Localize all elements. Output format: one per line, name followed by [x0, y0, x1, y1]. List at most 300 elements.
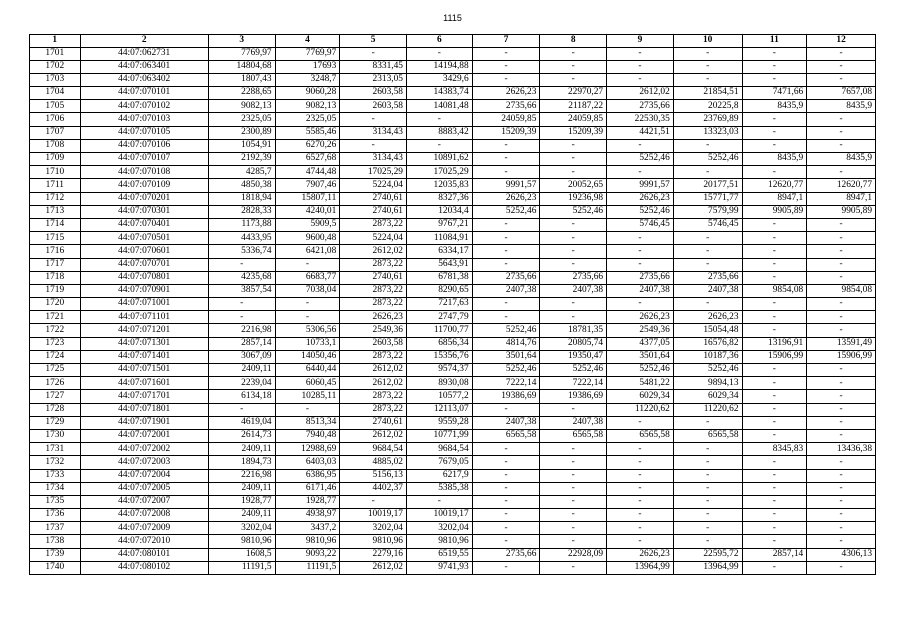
value-cell: 9894,13 — [673, 377, 742, 390]
value-cell: 4240,01 — [275, 205, 340, 218]
value-cell: - — [742, 469, 807, 482]
value-cell: - — [607, 522, 674, 535]
value-cell: 22530,35 — [607, 113, 674, 126]
value-cell: 6029,34 — [673, 390, 742, 403]
value-cell: - — [275, 298, 340, 311]
value-cell: - — [742, 390, 807, 403]
value-cell: - — [540, 245, 607, 258]
value-cell: - — [540, 73, 607, 86]
row-number-cell: 1721 — [30, 311, 81, 324]
value-cell: 16576,82 — [673, 337, 742, 350]
value-cell: - — [807, 139, 876, 152]
table-row — [30, 113, 876, 126]
cadastral-code-cell: 44:07:071701 — [80, 390, 208, 403]
value-cell: 11220,62 — [607, 403, 674, 416]
table-row — [30, 245, 876, 258]
value-cell: 13323,03 — [673, 126, 742, 139]
value-cell: - — [742, 218, 807, 231]
value-cell: 5252,46 — [607, 153, 674, 166]
value-cell: - — [807, 73, 876, 86]
column-header-1: 1 — [30, 35, 81, 48]
value-cell: - — [673, 535, 742, 548]
cadastral-code-cell: 44:07:072005 — [80, 482, 208, 495]
value-cell: - — [540, 456, 607, 469]
value-cell: 15209,39 — [540, 126, 607, 139]
value-cell: 11191,5 — [275, 561, 340, 574]
table-row — [30, 403, 876, 416]
value-cell: 12035,83 — [406, 179, 472, 192]
value-cell: 4433,95 — [208, 232, 275, 245]
value-cell: - — [540, 443, 607, 456]
value-cell: 5156,13 — [340, 469, 407, 482]
value-cell: - — [607, 298, 674, 311]
value-cell: 2626,23 — [607, 311, 674, 324]
row-number-cell: 1722 — [30, 324, 81, 337]
value-cell: 3134,43 — [340, 153, 407, 166]
row-number-cell: 1704 — [30, 87, 81, 100]
value-cell: 2612,02 — [340, 364, 407, 377]
value-cell: - — [472, 166, 540, 179]
value-cell: 15054,48 — [673, 324, 742, 337]
value-cell: 7222,14 — [472, 377, 540, 390]
value-cell: 13591,49 — [807, 337, 876, 350]
value-cell: - — [472, 443, 540, 456]
cadastral-code-cell: 44:07:070106 — [80, 139, 208, 152]
value-cell: 3067,09 — [208, 350, 275, 363]
value-cell: - — [807, 258, 876, 271]
value-cell: 2873,22 — [340, 403, 407, 416]
value-cell: - — [275, 403, 340, 416]
value-cell: - — [807, 429, 876, 442]
value-cell: 22970,27 — [540, 87, 607, 100]
value-cell: 18781,35 — [540, 324, 607, 337]
value-cell: - — [275, 258, 340, 271]
value-cell: 5481,22 — [607, 377, 674, 390]
row-number-cell: 1724 — [30, 350, 81, 363]
value-cell: 9082,13 — [275, 100, 340, 113]
value-cell: 8947,1 — [807, 192, 876, 205]
cadastral-code-cell: 44:07:070601 — [80, 245, 208, 258]
value-cell: 5306,56 — [275, 324, 340, 337]
value-cell: 12113,07 — [406, 403, 472, 416]
value-cell: 2325,05 — [208, 113, 275, 126]
table-row — [30, 364, 876, 377]
value-cell: 9060,28 — [275, 87, 340, 100]
table-row — [30, 298, 876, 311]
value-cell: 12620,77 — [807, 179, 876, 192]
value-cell: 6781,38 — [406, 271, 472, 284]
row-number-cell: 1729 — [30, 416, 81, 429]
value-cell: 5746,45 — [673, 218, 742, 231]
table-row — [30, 258, 876, 271]
value-cell: 9905,89 — [742, 205, 807, 218]
value-cell: 5252,46 — [472, 364, 540, 377]
value-cell: 2735,66 — [472, 100, 540, 113]
value-cell: 2740,61 — [340, 192, 407, 205]
value-cell: - — [472, 258, 540, 271]
value-cell: - — [607, 443, 674, 456]
row-number-cell: 1736 — [30, 509, 81, 522]
value-cell: 2216,98 — [208, 469, 275, 482]
value-cell: 2325,05 — [275, 113, 340, 126]
row-number-cell: 1706 — [30, 113, 81, 126]
value-cell: 10285,11 — [275, 390, 340, 403]
value-cell: 9559,28 — [406, 416, 472, 429]
table-row — [30, 548, 876, 561]
value-cell: 7579,99 — [673, 205, 742, 218]
value-cell: 15906,99 — [807, 350, 876, 363]
value-cell: 2873,22 — [340, 390, 407, 403]
value-cell: 8435,9 — [807, 100, 876, 113]
value-cell: 6421,08 — [275, 245, 340, 258]
cadastral-code-cell: 44:07:070901 — [80, 284, 208, 297]
value-cell: - — [807, 324, 876, 337]
table-row — [30, 495, 876, 508]
value-cell: 2626,23 — [607, 548, 674, 561]
value-cell: 2626,23 — [340, 311, 407, 324]
value-cell: - — [472, 139, 540, 152]
value-cell: - — [673, 456, 742, 469]
value-cell: 6060,45 — [275, 377, 340, 390]
value-cell: - — [807, 364, 876, 377]
column-header-2: 2 — [80, 35, 208, 48]
value-cell: - — [607, 139, 674, 152]
value-cell: 7471,66 — [742, 87, 807, 100]
value-cell: 2873,22 — [340, 258, 407, 271]
table-row — [30, 311, 876, 324]
value-cell: 6403,03 — [275, 456, 340, 469]
value-cell: - — [472, 298, 540, 311]
value-cell: - — [742, 535, 807, 548]
cadastral-code-cell: 44:07:070105 — [80, 126, 208, 139]
value-cell: - — [607, 495, 674, 508]
row-number-cell: 1735 — [30, 495, 81, 508]
value-cell: - — [673, 416, 742, 429]
cadastral-code-cell: 44:07:062731 — [80, 47, 208, 60]
value-cell: 22928,09 — [540, 548, 607, 561]
value-cell: 3437,2 — [275, 522, 340, 535]
value-cell: - — [807, 271, 876, 284]
cadastral-code-cell: 44:07:070801 — [80, 271, 208, 284]
row-number-cell: 1727 — [30, 390, 81, 403]
row-number-cell: 1733 — [30, 469, 81, 482]
table-row — [30, 509, 876, 522]
value-cell: 21854,51 — [673, 87, 742, 100]
value-cell: - — [607, 482, 674, 495]
value-cell: 2626,23 — [607, 192, 674, 205]
value-cell: - — [742, 73, 807, 86]
value-cell: 9854,08 — [807, 284, 876, 297]
value-cell: 2612,02 — [340, 429, 407, 442]
value-cell: 1894,73 — [208, 456, 275, 469]
value-cell: - — [540, 522, 607, 535]
value-cell: 4744,48 — [275, 166, 340, 179]
row-number-cell: 1737 — [30, 522, 81, 535]
value-cell: 7217,63 — [406, 298, 472, 311]
cadastral-code-cell: 44:07:063401 — [80, 60, 208, 73]
value-cell: 5224,04 — [340, 179, 407, 192]
table-row — [30, 218, 876, 231]
cadastral-code-cell: 44:07:072004 — [80, 469, 208, 482]
row-number-cell: 1739 — [30, 548, 81, 561]
value-cell: 2828,33 — [208, 205, 275, 218]
table-row — [30, 350, 876, 363]
value-cell: 17693 — [275, 60, 340, 73]
value-cell: - — [540, 258, 607, 271]
value-cell: - — [673, 60, 742, 73]
row-number-cell: 1730 — [30, 429, 81, 442]
value-cell: 3501,64 — [607, 350, 674, 363]
value-cell: 3202,04 — [208, 522, 275, 535]
cadastral-code-cell: 44:07:071601 — [80, 377, 208, 390]
page-number: 1115 — [443, 13, 462, 23]
value-cell: - — [406, 495, 472, 508]
value-cell: - — [607, 535, 674, 548]
cadastral-code-cell: 44:07:071201 — [80, 324, 208, 337]
value-cell: - — [540, 403, 607, 416]
value-cell: - — [540, 139, 607, 152]
table-row — [30, 100, 876, 113]
value-cell: 8290,65 — [406, 284, 472, 297]
value-cell: 2626,23 — [472, 87, 540, 100]
value-cell: - — [742, 47, 807, 60]
value-cell: 24059,85 — [472, 113, 540, 126]
value-cell: 2409,11 — [208, 482, 275, 495]
table-row — [30, 60, 876, 73]
value-cell: - — [472, 482, 540, 495]
value-cell: 9854,08 — [742, 284, 807, 297]
row-number-cell: 1732 — [30, 456, 81, 469]
value-cell: 2873,22 — [340, 284, 407, 297]
table-row — [30, 87, 876, 100]
value-cell: 10733,1 — [275, 337, 340, 350]
value-cell: 13964,99 — [607, 561, 674, 574]
value-cell: 2407,38 — [607, 284, 674, 297]
table-row — [30, 192, 876, 205]
table-row — [30, 337, 876, 350]
value-cell: 5585,46 — [275, 126, 340, 139]
value-cell: - — [540, 482, 607, 495]
value-cell: 7940,48 — [275, 429, 340, 442]
column-header-12: 12 — [807, 35, 876, 48]
value-cell: - — [540, 561, 607, 574]
value-cell: 4235,68 — [208, 271, 275, 284]
cadastral-code-cell: 44:07:063402 — [80, 73, 208, 86]
table-row — [30, 205, 876, 218]
value-cell: 5252,46 — [673, 153, 742, 166]
value-cell: 19386,69 — [472, 390, 540, 403]
value-cell: - — [540, 469, 607, 482]
value-cell: - — [208, 258, 275, 271]
value-cell: 8435,9 — [742, 100, 807, 113]
value-cell: 2735,66 — [607, 271, 674, 284]
value-cell: - — [807, 469, 876, 482]
value-cell: - — [673, 73, 742, 86]
value-cell: 4850,38 — [208, 179, 275, 192]
cadastral-code-cell: 44:07:070101 — [80, 87, 208, 100]
value-cell: - — [673, 298, 742, 311]
table-row — [30, 139, 876, 152]
value-cell: 8331,45 — [340, 60, 407, 73]
row-number-cell: 1702 — [30, 60, 81, 73]
value-cell: - — [275, 311, 340, 324]
value-cell: 11084,91 — [406, 232, 472, 245]
value-cell: - — [472, 561, 540, 574]
cadastral-code-cell: 44:07:070109 — [80, 179, 208, 192]
value-cell: - — [807, 113, 876, 126]
table-row — [30, 522, 876, 535]
value-cell: - — [607, 60, 674, 73]
value-cell: 3248,7 — [275, 73, 340, 86]
value-cell: - — [742, 271, 807, 284]
value-cell: 6565,58 — [540, 429, 607, 442]
value-cell: - — [540, 535, 607, 548]
table-row — [30, 377, 876, 390]
table-row — [30, 153, 876, 166]
row-number-cell: 1731 — [30, 443, 81, 456]
table-row — [30, 561, 876, 574]
value-cell: 10019,17 — [406, 509, 472, 522]
value-cell: - — [807, 311, 876, 324]
table-row — [30, 390, 876, 403]
value-cell: - — [673, 495, 742, 508]
value-cell: 2407,38 — [540, 416, 607, 429]
value-cell: - — [742, 429, 807, 442]
value-cell: - — [807, 377, 876, 390]
value-cell: 9810,96 — [275, 535, 340, 548]
cadastral-code-cell: 44:07:072008 — [80, 509, 208, 522]
value-cell: - — [673, 166, 742, 179]
value-cell: 2873,22 — [340, 350, 407, 363]
value-cell: - — [540, 509, 607, 522]
row-number-cell: 1711 — [30, 179, 81, 192]
cadastral-code-cell: 44:07:071501 — [80, 364, 208, 377]
value-cell: 7657,08 — [807, 87, 876, 100]
value-cell: 10891,62 — [406, 153, 472, 166]
value-cell: 2735,66 — [607, 100, 674, 113]
value-cell: 6334,17 — [406, 245, 472, 258]
value-cell: 7907,46 — [275, 179, 340, 192]
value-cell: 7038,04 — [275, 284, 340, 297]
row-number-cell: 1712 — [30, 192, 81, 205]
value-cell: 22595,72 — [673, 548, 742, 561]
value-cell: - — [607, 47, 674, 60]
value-cell: 4285,7 — [208, 166, 275, 179]
value-cell: - — [742, 324, 807, 337]
value-cell: 9082,13 — [208, 100, 275, 113]
value-cell: - — [742, 377, 807, 390]
column-header-4: 4 — [275, 35, 340, 48]
value-cell: 12620,77 — [742, 179, 807, 192]
value-cell: 6386,95 — [275, 469, 340, 482]
table-row — [30, 456, 876, 469]
column-header-6: 6 — [406, 35, 472, 48]
value-cell: - — [472, 456, 540, 469]
column-header-3: 3 — [208, 35, 275, 48]
value-cell: 1173,88 — [208, 218, 275, 231]
value-cell: - — [673, 258, 742, 271]
value-cell: 7679,05 — [406, 456, 472, 469]
table-row — [30, 126, 876, 139]
value-cell: - — [742, 311, 807, 324]
value-cell: 2407,38 — [540, 284, 607, 297]
value-cell: 10019,17 — [340, 509, 407, 522]
value-cell: - — [742, 232, 807, 245]
value-cell: - — [742, 456, 807, 469]
value-cell: 3202,04 — [406, 522, 472, 535]
value-cell: 6519,55 — [406, 548, 472, 561]
cadastral-code-cell: 44:07:071001 — [80, 298, 208, 311]
column-header-11: 11 — [742, 35, 807, 48]
value-cell: 2740,61 — [340, 205, 407, 218]
value-cell: 2288,65 — [208, 87, 275, 100]
value-cell: - — [472, 60, 540, 73]
value-cell: 8513,34 — [275, 416, 340, 429]
value-cell: - — [742, 509, 807, 522]
cadastral-code-cell: 44:07:072002 — [80, 443, 208, 456]
value-cell: 5224,04 — [340, 232, 407, 245]
value-cell: 20805,74 — [540, 337, 607, 350]
value-cell: 2747,79 — [406, 311, 472, 324]
row-number-cell: 1705 — [30, 100, 81, 113]
value-cell: 6217,9 — [406, 469, 472, 482]
value-cell: 8930,08 — [406, 377, 472, 390]
value-cell: 2409,11 — [208, 509, 275, 522]
table-row — [30, 47, 876, 60]
value-cell: 4938,97 — [275, 509, 340, 522]
value-cell: 6440,44 — [275, 364, 340, 377]
value-cell: 9767,21 — [406, 218, 472, 231]
value-cell: 9810,96 — [406, 535, 472, 548]
value-cell: 13964,99 — [673, 561, 742, 574]
table-row — [30, 73, 876, 86]
value-cell: - — [472, 535, 540, 548]
value-cell: 3134,43 — [340, 126, 407, 139]
value-cell: - — [807, 298, 876, 311]
value-cell: 2549,36 — [607, 324, 674, 337]
value-cell: - — [540, 218, 607, 231]
row-number-cell: 1723 — [30, 337, 81, 350]
value-cell: 5385,38 — [406, 482, 472, 495]
cadastral-code-cell: 44:07:072001 — [80, 429, 208, 442]
value-cell: 19386,69 — [540, 390, 607, 403]
column-header-7: 7 — [472, 35, 540, 48]
value-cell: 3429,6 — [406, 73, 472, 86]
value-cell: - — [472, 245, 540, 258]
value-cell: 4421,51 — [607, 126, 674, 139]
value-cell: - — [673, 232, 742, 245]
value-cell: - — [742, 495, 807, 508]
value-cell: - — [673, 482, 742, 495]
value-cell: 19350,47 — [540, 350, 607, 363]
value-cell: - — [472, 403, 540, 416]
value-cell: 6171,46 — [275, 482, 340, 495]
value-cell: 9810,96 — [340, 535, 407, 548]
value-cell: 9600,48 — [275, 232, 340, 245]
value-cell: 7769,97 — [275, 47, 340, 60]
row-number-cell: 1713 — [30, 205, 81, 218]
value-cell: - — [807, 166, 876, 179]
table-row — [30, 284, 876, 297]
value-cell: - — [540, 60, 607, 73]
value-cell: 2740,61 — [340, 416, 407, 429]
value-cell: 2612,02 — [340, 377, 407, 390]
value-cell: 2612,02 — [340, 245, 407, 258]
value-cell: 6134,18 — [208, 390, 275, 403]
value-cell: 6029,34 — [607, 390, 674, 403]
cadastral-code-cell: 44:07:070107 — [80, 153, 208, 166]
value-cell: - — [472, 47, 540, 60]
